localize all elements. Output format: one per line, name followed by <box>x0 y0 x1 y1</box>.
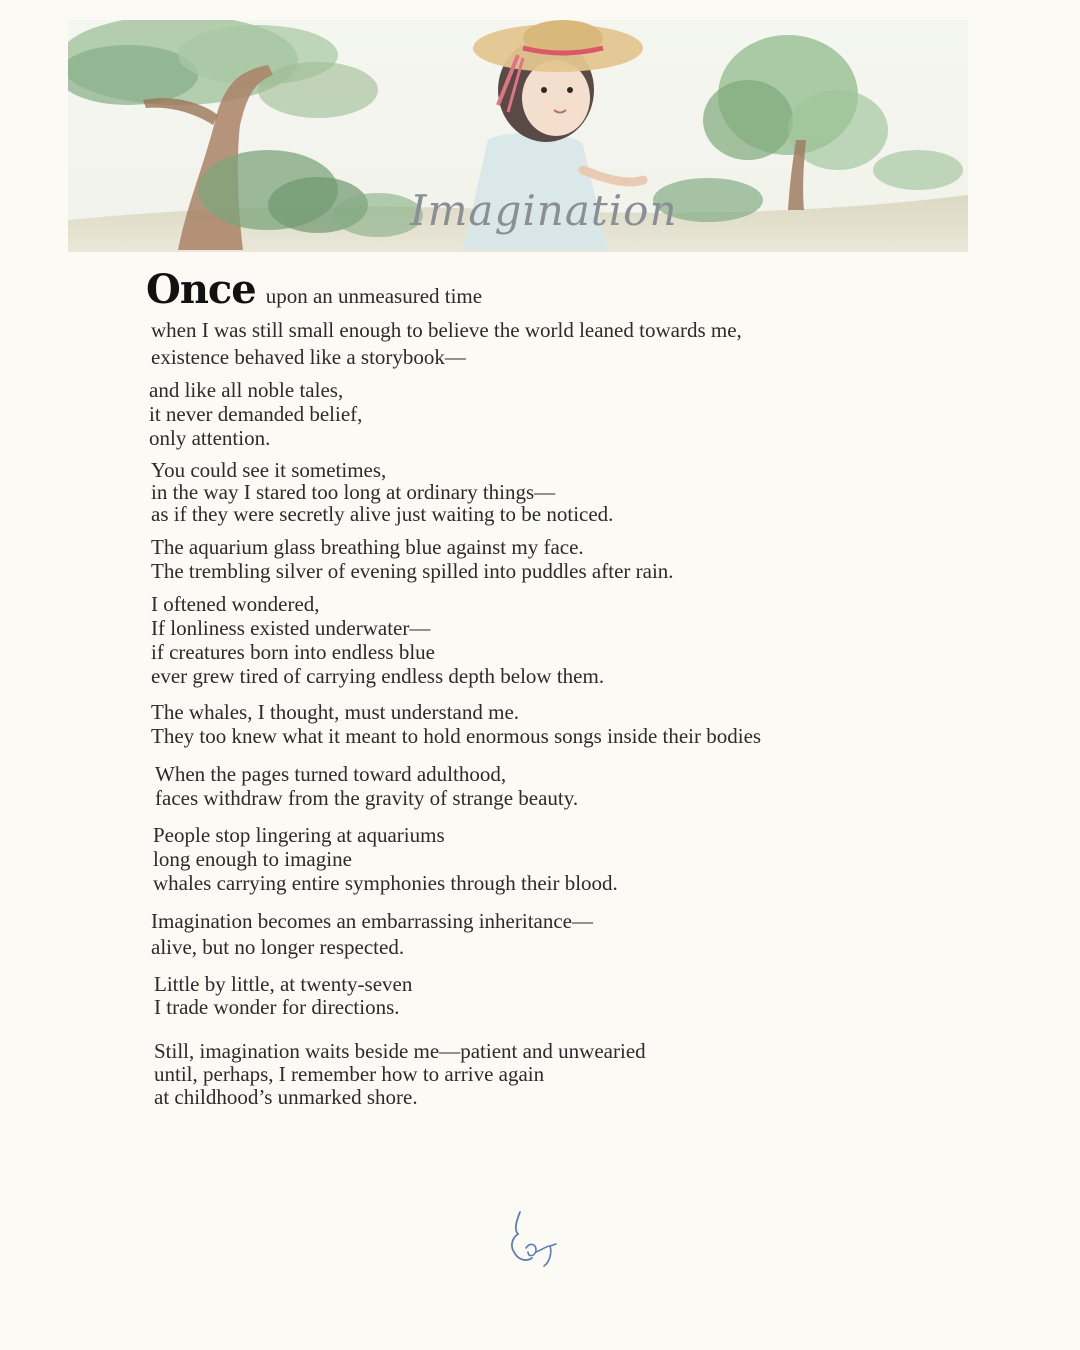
stanza-2 <box>151 317 742 371</box>
poem-line: The trembling silver of evening spilled into puddles after rain. <box>151 559 674 583</box>
stanza-5 <box>151 535 674 583</box>
poem-line: alive, but no longer respected. <box>151 935 405 959</box>
poem-line: Still, imagination waits beside me—patient and unwearied <box>154 1039 646 1063</box>
poem-line: People stop lingering at aquariums <box>153 823 445 847</box>
first-line-text: upon an unmeasured time <box>265 284 483 308</box>
drop-cap: Once <box>146 266 256 313</box>
poem-line: faces withdraw from the gravity of strange beauty. <box>155 786 579 810</box>
poem-line: I trade wonder for directions. <box>154 995 400 1019</box>
poem-line: if creatures born into endless blue <box>151 640 435 664</box>
stanza-1 <box>146 266 483 316</box>
stanza-4 <box>151 459 613 525</box>
poem-line: existence behaved like a storybook— <box>151 345 466 369</box>
stanza-11 <box>154 973 412 1019</box>
poem-line: until, perhaps, I remember how to arrive again <box>154 1062 545 1086</box>
poem-line: If lonliness existed underwater— <box>151 616 431 640</box>
page-title: Imagination <box>410 186 678 235</box>
poem-line: only attention. <box>149 426 271 450</box>
stanza-3 <box>149 378 362 450</box>
poem-line: I oftened wondered, <box>151 592 320 616</box>
stanza-12 <box>154 1039 646 1109</box>
poem-line: Imagination becomes an embarrassing inheritance— <box>151 909 594 933</box>
poem-line: Little by little, at twenty-seven <box>154 972 413 996</box>
poem-line: whales carrying entire symphonies through their blood. <box>153 871 618 895</box>
poem-line: ever grew tired of carrying endless depth below them. <box>151 664 605 688</box>
stanza-6 <box>151 592 604 688</box>
poem-line: at childhood’s unmarked shore. <box>154 1085 418 1109</box>
poem-line: it never demanded belief, <box>149 402 363 426</box>
poem-line: and like all noble tales, <box>149 378 344 402</box>
poem-line: The whales, I thought, must understand me. <box>151 700 520 724</box>
poem-line: When the pages turned toward adulthood, <box>155 762 507 786</box>
poem-line: The aquarium glass breathing blue against my face. <box>151 535 584 559</box>
signature-mark <box>506 1208 562 1270</box>
stanza-10 <box>151 908 593 960</box>
poem-line: as if they were secretly alive just waiting to be noticed. <box>151 502 614 526</box>
stanza-9 <box>153 823 618 895</box>
poem-line: in the way I stared too long at ordinary things— <box>151 480 556 504</box>
poem-line: when I was still small enough to believe the world leaned towards me, <box>151 318 742 342</box>
stanza-7 <box>151 700 761 748</box>
poem-line: long enough to imagine <box>153 847 352 871</box>
first-line <box>146 266 483 316</box>
stanza-8 <box>155 762 578 810</box>
poem-line: You could see it sometimes, <box>151 458 387 482</box>
poem-line: They too knew what it meant to hold enormous songs inside their bodies <box>151 724 762 748</box>
